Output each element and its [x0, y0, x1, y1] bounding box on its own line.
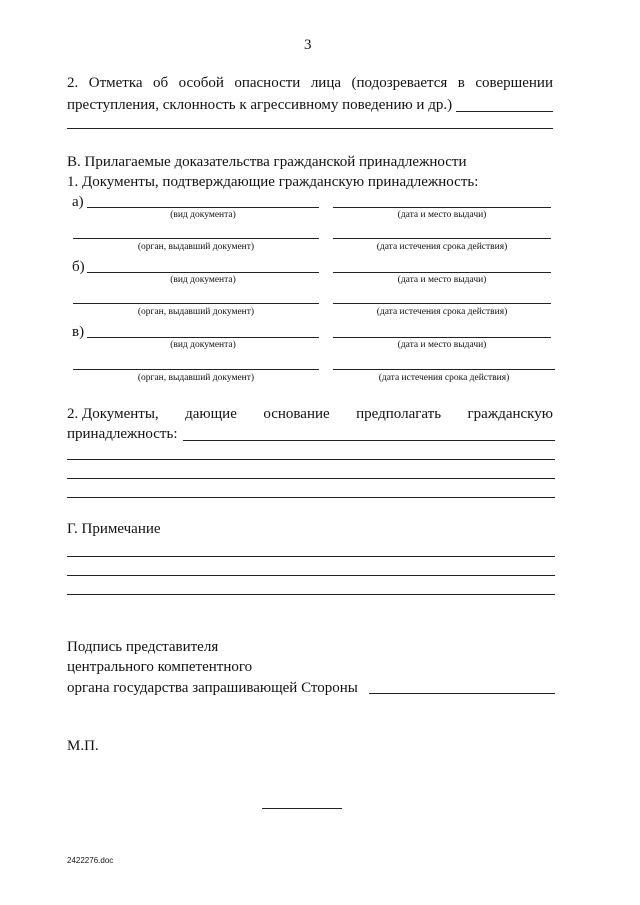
note-fill-line[interactable]: [67, 575, 555, 576]
doc-c-date-place-field[interactable]: [333, 337, 551, 338]
word: лица: [310, 75, 342, 91]
word: предполагать: [356, 406, 442, 422]
doc-a-type-field[interactable]: [87, 207, 319, 208]
danger-note-line1: [67, 74, 553, 92]
doc-a-date-place-field[interactable]: [333, 207, 551, 208]
danger-note-line2: преступления, склонность к агрессивному поведению и др.): [67, 97, 453, 113]
documents-grounds-fill-line[interactable]: [183, 440, 555, 441]
word: опасности: [234, 75, 301, 91]
caption-expiry: (дата истечения срока действия): [376, 242, 508, 252]
caption-doc-type: (вид документа): [170, 210, 236, 220]
caption-date-place: (дата и место выдачи): [397, 210, 487, 220]
note-fill-line[interactable]: [67, 594, 555, 595]
doc-b-type-field[interactable]: [87, 272, 319, 273]
section-g-heading: Г. Примечание: [67, 521, 161, 537]
caption-date-place: (дата и место выдачи): [397, 340, 487, 350]
caption-expiry: (дата истечения срока действия): [378, 373, 510, 383]
note-fill-line[interactable]: [67, 556, 555, 557]
caption-issuer: (орган, выдавший документ): [137, 242, 255, 252]
doc-a-expiry-field[interactable]: [333, 238, 551, 239]
doc-c-type-field[interactable]: [87, 337, 319, 338]
document-id: 2422276.doc: [67, 856, 114, 865]
word: особой: [178, 75, 224, 91]
word: об: [153, 75, 169, 91]
signature-field[interactable]: [369, 693, 555, 694]
documents-grounds-fill-line[interactable]: [67, 459, 555, 460]
doc-b-issuer-field[interactable]: [73, 303, 319, 304]
page-number: 3: [304, 37, 312, 53]
word: дающие: [185, 406, 237, 422]
doc-b-date-place-field[interactable]: [333, 272, 551, 273]
caption-expiry: (дата истечения срока действия): [376, 307, 508, 317]
word: гражданскую: [467, 406, 553, 422]
doc-c-expiry-field[interactable]: [333, 369, 555, 370]
danger-note-fill-line[interactable]: [67, 128, 553, 129]
signature-label-line1: Подпись представителя: [67, 639, 219, 655]
word: 2.: [67, 75, 79, 91]
doc-a-marker: а): [72, 194, 84, 210]
signature-label-line2: центрального компетентного: [67, 659, 253, 675]
word: Отметка: [88, 75, 143, 91]
word: (подозревается: [351, 75, 448, 91]
signature-label-line3: органа государства запрашивающей Стороны: [67, 680, 358, 696]
section-v-heading: В. Прилагаемые доказательства гражданской принадлежности: [67, 154, 467, 170]
stamp-label: М.П.: [67, 738, 99, 754]
separator-line: [262, 808, 342, 809]
word: в: [457, 75, 465, 91]
word: основание: [263, 406, 330, 422]
doc-c-marker: в): [72, 324, 85, 340]
caption-doc-type: (вид документа): [170, 275, 236, 285]
caption-issuer: (орган, выдавший документ): [137, 307, 255, 317]
caption-doc-type: (вид документа): [170, 340, 236, 350]
doc-c-issuer-field[interactable]: [73, 369, 319, 370]
caption-date-place: (дата и место выдачи): [397, 275, 487, 285]
word: 2. Документы,: [67, 406, 159, 422]
documents-grounds-fill-line[interactable]: [67, 497, 555, 498]
doc-b-expiry-field[interactable]: [333, 303, 551, 304]
doc-b-marker: б): [72, 259, 85, 275]
documents-grounds-line2: принадлежность:: [67, 426, 178, 442]
word: совершении: [475, 75, 553, 91]
danger-note-fill-line[interactable]: [456, 111, 553, 112]
documents-grounds-line1: [67, 405, 553, 423]
caption-issuer: (орган, выдавший документ): [137, 373, 255, 383]
documents-grounds-fill-line[interactable]: [67, 478, 555, 479]
doc-a-issuer-field[interactable]: [73, 238, 319, 239]
documents-confirming-title: 1. Документы, подтверждающие гражданскую принадлежность:: [67, 174, 479, 190]
